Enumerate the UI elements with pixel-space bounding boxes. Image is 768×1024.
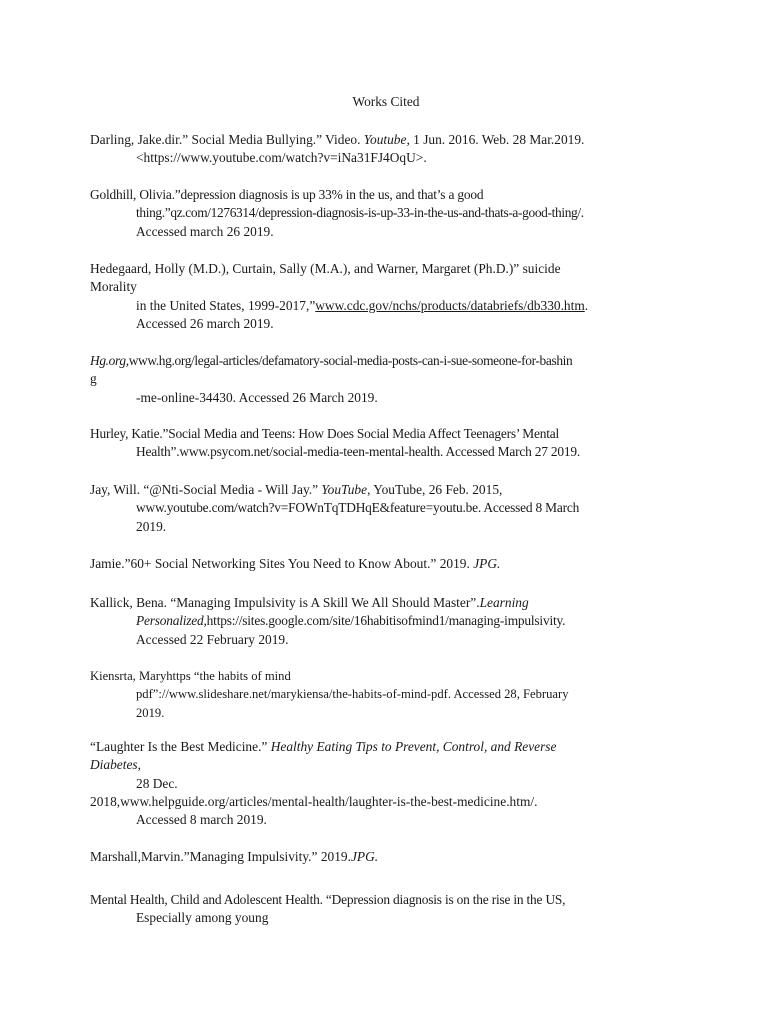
citation-line: Kiensrta, Maryhttps “the habits of mind	[90, 669, 291, 683]
citation-mental-health	[90, 891, 680, 928]
citation-line: Jay, Will. “@Nti-Social Media - Will Jay.” YouTube, YouTube, 26 Feb. 2015,	[90, 482, 503, 497]
citation-hurley	[90, 425, 680, 462]
citation-url: thing.”qz.com/1276314/depression-diagnosis-is-up-33-in-the-us-and-thats-a-good-thing/.	[136, 205, 584, 221]
citation-line: Health”.www.psycom.net/social-media-teen-mental-health. Accessed March 27 2019.	[136, 444, 581, 460]
citation-jamie	[90, 555, 680, 573]
citation-line: Goldhill, Olivia.”depression diagnosis is up 33% in the us, and that’s a good	[90, 187, 484, 202]
citation-line: Marshall,Marvin.”Managing Impulsivity.” 2019.JPG.	[90, 849, 379, 864]
citation-line: Hurley, Katie.”Social Media and Teens: How Does Social Media Affect Teenagers’ Mental	[90, 426, 559, 441]
citation-line: 2019.	[136, 518, 167, 534]
citation-accessed: Accessed 22 February 2019.	[136, 631, 289, 647]
citation-line: g	[90, 371, 97, 387]
citation-laughter	[90, 738, 680, 829]
citation-line: 2019.	[136, 705, 165, 720]
citation-line: Hedegaard, Holly (M.D.), Curtain, Sally (M.A.), and Warner, Margaret (Ph.D.)” suicide	[90, 261, 561, 276]
citation-line: Diabetes,	[90, 757, 141, 773]
citation-line: Morality	[90, 279, 137, 295]
citation-line: Mental Health, Child and Adolescent Health. “Depression diagnosis is on the rise in the US,	[90, 892, 566, 907]
citation-line: Personalized,https://sites.google.com/site/16habitisofmind1/managing-impulsivity.	[136, 613, 566, 629]
cdc-link[interactable]: www.cdc.gov/nchs/products/databriefs/db330.htm	[315, 297, 585, 313]
citation-url: <https://www.youtube.com/watch?v=iNa31FJ4OqU>.	[136, 150, 427, 166]
citation-marshall	[90, 848, 680, 866]
citation-line: -me-online-34430. Accessed 26 March 2019.	[136, 389, 378, 405]
citation-accessed: Accessed 8 march 2019.	[136, 812, 267, 828]
citation-kallick	[90, 594, 680, 649]
citation-line: Kallick, Bena. “Managing Impulsivity is A Skill We All Should Master”.Learning	[90, 595, 529, 610]
citation-line: pdf”://www.slideshare.net/marykiensa/the-habits-of-mind-pdf. Accessed 28, February	[136, 687, 569, 702]
citation-darling	[90, 131, 680, 168]
citation-line: Hg.org,www.hg.org/legal-articles/defamatory-social-media-posts-can-i-sue-someone-for-bashin	[90, 353, 573, 368]
citation-line: Darling, Jake.dir.” Social Media Bullying.” Video. Youtube, 1 Jun. 2016. Web. 28 Mar.2019.	[90, 132, 585, 147]
citation-line: www.youtube.com/watch?v=FOWnTqTDHqE&feature=youtu.be. Accessed 8 March	[136, 500, 580, 516]
citation-accessed: Accessed march 26 2019.	[136, 223, 274, 239]
citation-line: in the United States, 1999-2017,”www.cdc.gov/nchs/products/databriefs/db330.htm.	[136, 297, 589, 313]
citation-accessed: Accessed 26 march 2019.	[136, 315, 274, 331]
citation-jay	[90, 481, 680, 536]
citation-goldhill	[90, 186, 680, 241]
citation-hedegaard	[90, 260, 680, 333]
citation-line: 2018,www.helpguide.org/articles/mental-health/laughter-is-the-best-medicine.htm/.	[90, 793, 538, 809]
citation-line: Jamie.”60+ Social Networking Sites You Need to Know About.” 2019. JPG.	[90, 556, 501, 571]
page-title: Works Cited	[352, 94, 420, 109]
citation-line: 28 Dec.	[136, 775, 178, 791]
citation-kiensrta	[90, 667, 680, 722]
citation-line: Especially among young	[136, 910, 269, 926]
citation-hg-org	[90, 352, 680, 407]
citation-line: “Laughter Is the Best Medicine.” Healthy Eating Tips to Prevent, Control, and Reverse	[90, 739, 557, 754]
